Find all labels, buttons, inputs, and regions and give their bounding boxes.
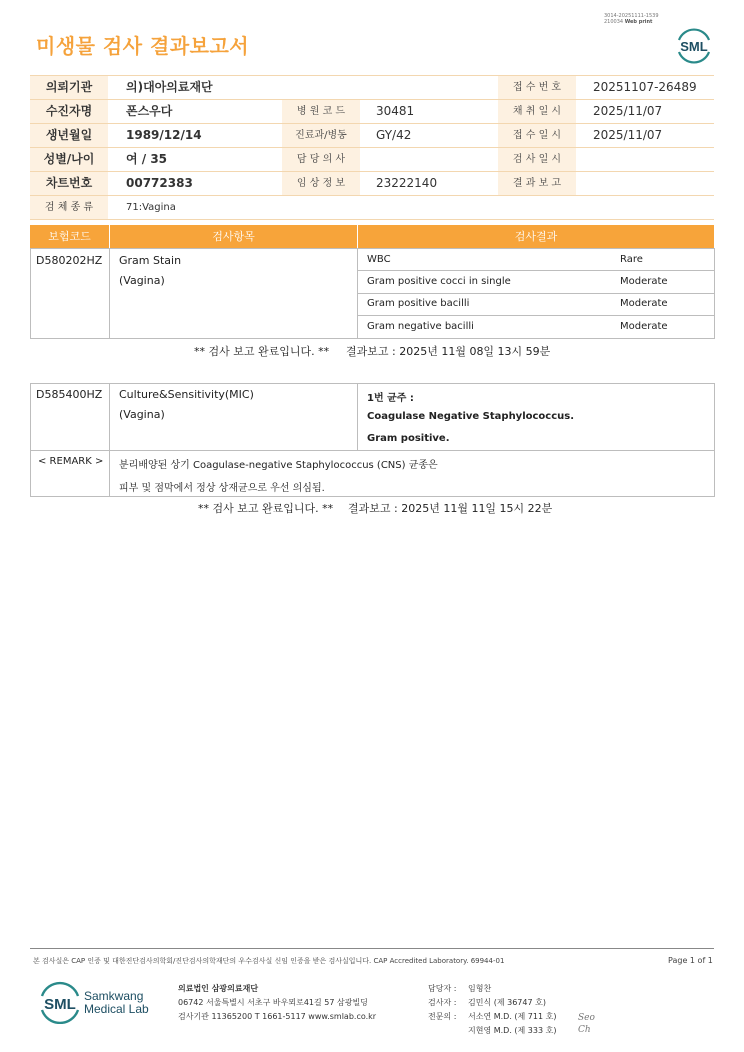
- test1-code: D580202HZ: [36, 254, 103, 267]
- staff-role: 담당자 :: [428, 984, 457, 993]
- test2-strain-label: 1번 균주 :: [367, 393, 414, 404]
- value-specimen-type: 71:Vagina: [126, 202, 176, 213]
- value-hospital-code: 30481: [376, 104, 415, 118]
- print-meta: [604, 13, 659, 25]
- page-number: Page 1 of 1: [668, 956, 713, 965]
- label-clinical-info: 임 상 정 보: [282, 172, 360, 195]
- test2-gram-result: Gram positive.: [367, 433, 450, 444]
- value-birthdate: 1989/12/14: [126, 128, 202, 142]
- value-receipt-date: 2025/11/07: [593, 128, 663, 142]
- report-title: 미생물 검사 결과보고서: [36, 34, 250, 58]
- test2-complete-note: ** 검사 보고 완료입니다. **: [198, 502, 334, 515]
- test1-name: Gram Stain: [119, 254, 182, 267]
- test2-name: Culture&Sensitivity(MIC): [119, 388, 254, 401]
- signature-2: Ch: [578, 1025, 591, 1035]
- result-value: Moderate: [620, 321, 668, 332]
- samkwang-name-line1: Samkwang: [84, 989, 144, 1003]
- result-item: WBC: [367, 254, 391, 265]
- samkwang-logo: [36, 980, 84, 1028]
- company-name: 의료법인 삼광의료재단: [178, 984, 259, 993]
- value-department: GY/42: [376, 128, 412, 142]
- test2-report-time: 결과보고 : 2025년 11월 11일 15시 22분: [348, 502, 553, 515]
- result-value: Rare: [620, 254, 643, 265]
- signature-1: Seo: [578, 1013, 595, 1023]
- print-meta-tag: Web print: [624, 19, 653, 25]
- result-item: Gram positive bacilli: [367, 298, 470, 309]
- samkwang-name-line2: Medical Lab: [84, 1002, 149, 1016]
- signature: [578, 1012, 595, 1036]
- staff-name: 김민식 (제 36747 호): [468, 998, 546, 1007]
- test2-specimen: (Vagina): [119, 408, 165, 421]
- samkwang-name: [84, 990, 149, 1016]
- result-item: Gram positive cocci in single: [367, 276, 511, 287]
- staff-name: 지현영 M.D. (제 333 호): [468, 1026, 557, 1035]
- print-meta-code: 210034: [604, 19, 624, 25]
- samkwang-logo-text: SML: [44, 996, 76, 1013]
- footer-divider: [30, 948, 714, 949]
- company-info: [178, 982, 376, 1024]
- print-meta-line1: 3014-20251111-1539: [604, 13, 659, 19]
- samkwang-logo-mark: [36, 980, 84, 1024]
- company-contact: 검사기관 11365200 T 1661-5117 www.smlab.co.kr: [178, 1012, 377, 1021]
- info-row: [30, 148, 714, 172]
- company-address: 06742 서울특별시 서초구 바우뫼로41길 57 삼광빌딩: [178, 998, 368, 1007]
- remark-line2: 피부 및 점막에서 정상 상재균으로 우선 의심됨.: [119, 483, 325, 494]
- label-test-date: 검 사 일 시: [498, 148, 576, 171]
- info-row: [30, 75, 714, 100]
- label-doctor: 담 당 의 사: [282, 148, 360, 171]
- remark-line1: 분리배양된 상기 Coagulase-negative Staphylococcus (CNS) 균종은: [119, 460, 438, 471]
- sml-logo-mark: [674, 26, 714, 64]
- test2-organism: Coagulase Negative Staphylococcus.: [367, 411, 575, 422]
- label-collect-date: 채 취 일 시: [498, 100, 576, 123]
- test1-specimen: (Vagina): [119, 274, 165, 287]
- sml-logo-text: SML: [680, 39, 708, 54]
- accreditation-note: 본 검사실은 CAP 인증 및 대한진단검사의학회/진단검사의학재단의 우수검사실 신임 인증을 받은 검사실입니다. CAP Accredited Laboratory. 69944-01: [33, 957, 505, 965]
- value-requester: 의)대아의료재단: [126, 80, 213, 94]
- staff-list: [428, 982, 556, 1038]
- header-test-result: 검사결과: [514, 230, 558, 243]
- label-receipt-no: 접 수 번 호: [498, 76, 576, 99]
- label-birthdate: 생년월일: [30, 124, 108, 147]
- label-result-report: 결 과 보 고: [498, 172, 576, 195]
- value-patient-name: 폰스우다: [126, 104, 173, 118]
- value-chart-no: 00772383: [126, 176, 193, 190]
- test1-complete-note: ** 검사 보고 완료입니다. **: [194, 345, 330, 358]
- header-insurance-code: 보험코드: [48, 230, 91, 243]
- patient-info-table: [30, 75, 714, 220]
- results-header: [30, 225, 714, 248]
- value-collect-date: 2025/11/07: [593, 104, 663, 118]
- result-value: Moderate: [620, 276, 668, 287]
- info-row: [30, 100, 714, 124]
- label-patient-name: 수진자명: [30, 100, 108, 123]
- label-specimen-type: 검 체 종 류: [30, 196, 108, 219]
- staff-role: 전문의 :: [428, 1012, 457, 1021]
- info-row: [30, 124, 714, 148]
- staff-name: 임형찬: [468, 984, 492, 993]
- result-value: Moderate: [620, 298, 668, 309]
- test1-report-time: 결과보고 : 2025년 11월 08일 13시 59분: [346, 345, 551, 358]
- label-chart-no: 차트번호: [30, 172, 108, 195]
- staff-name: 서소연 M.D. (제 711 호): [468, 1012, 557, 1021]
- info-row: [30, 196, 714, 220]
- header-test-item: 검사항목: [212, 230, 255, 243]
- label-hospital-code: 병 원 코 드: [282, 100, 360, 123]
- info-row: [30, 172, 714, 196]
- label-receipt-date: 접 수 일 시: [498, 124, 576, 147]
- staff-role: 검사자 :: [428, 998, 457, 1007]
- remark-label: < REMARK >: [38, 456, 104, 467]
- test2-code: D585400HZ: [36, 388, 103, 401]
- sml-logo: [674, 26, 714, 68]
- value-clinical-info: 23222140: [376, 176, 438, 190]
- label-sex-age: 성별/나이: [30, 148, 108, 171]
- label-department: 진료과/병동: [282, 124, 360, 147]
- value-sex-age: 여 / 35: [126, 152, 168, 166]
- value-receipt-no: 20251107-26489: [593, 80, 697, 94]
- result-item: Gram negative bacilli: [367, 321, 474, 332]
- label-requester: 의뢰기관: [30, 76, 108, 99]
